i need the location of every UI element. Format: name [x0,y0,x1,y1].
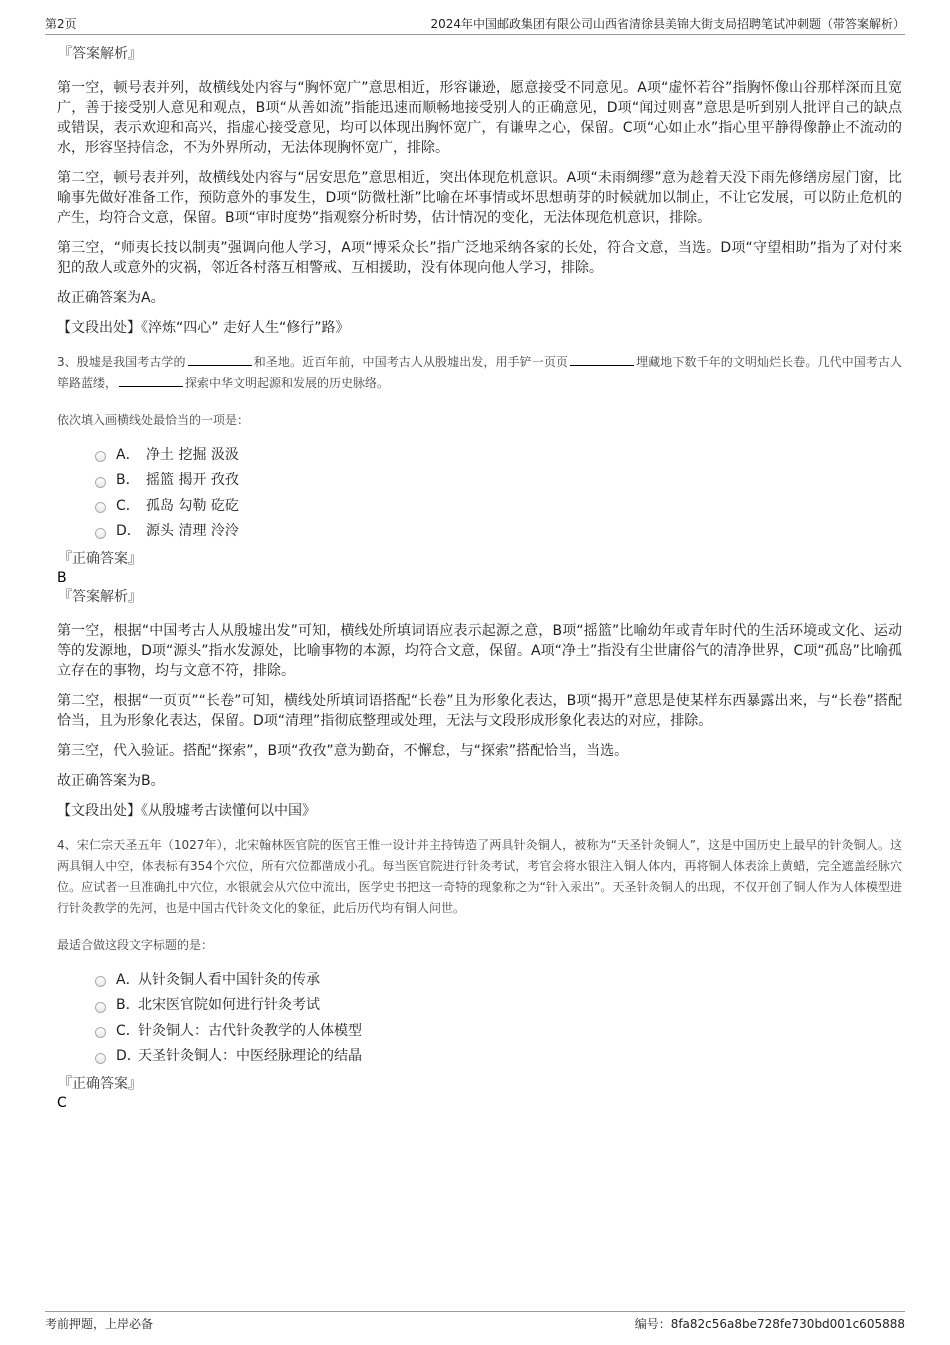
radio-button-icon[interactable] [95,1053,106,1064]
page-content [57,44,902,1112]
radio-button-icon[interactable] [95,477,106,488]
source-citation: 【文段出处】《淬炼“四心” 走好人生“修行”路》 [57,320,350,336]
question-4-options [95,966,902,1068]
correct-answer-label: 『正确答案』 [58,551,142,567]
analysis-label: 『答案解析』 [58,46,142,62]
correct-answer-value: C [57,1095,67,1111]
source-citation: 【文段出处】《从殷墟考古读懂何以中国》 [57,803,316,819]
analysis-paragraph: 第一空，根据“中国考古人从殷墟出发”可知，横线处所填词语应表示起源之意，B项“摇篮”比喻幼年或青年时代的生活环境或文化、运动等的发源地，D项“源头”指水发源处，比喻事物的本源，均符合文意，保留。A项“净土”指没有尘世庸俗气的清净世界，C项“孤岛”比喻孤立存在的事物，均与文意不符，排除。 [57,623,902,679]
document-serial: 编号：8fa82c56a8be728fe730bd001c605888 [634,1317,905,1331]
option-b[interactable]: B． 摇篮 揭开 孜孜 [95,467,902,493]
fill-blank [119,374,183,387]
radio-button-icon[interactable] [95,451,106,462]
analysis-label: 『答案解析』 [58,589,142,605]
radio-button-icon[interactable] [95,502,106,513]
correct-answer-label: 『正确答案』 [58,1076,142,1092]
option-d[interactable]: D． 源头 清理 泠泠 [95,518,902,544]
fill-blank [188,353,252,366]
fill-blank [570,353,634,366]
page-number: 第2页 [45,17,77,31]
question-3-prompt: 依次填入画横线处最恰当的一项是： [57,413,250,427]
question-3-options [95,441,902,543]
question-4-prompt: 最适合做这段文字标题的是： [57,938,214,952]
analysis-paragraph: 第二空，顿号表并列，故横线处内容与“居安思危”意思相近，突出体现危机意识。A项“未雨绸缪”意为趁着天没下雨先修缮房屋门窗，比喻事先做好准备工作，预防意外的事发生，D项“防微杜渐”比喻在坏事情或坏思想萌芽的时候就加以制止，不让它发展，可以防止危机的产生，均符合文意，保留。B项“审时度势”指观察分析时势，估计情况的变化，无法体现危机意识，排除。 [57,170,902,226]
analysis-paragraph: 第二空，根据“一页页”“长卷”可知，横线处所填词语搭配“长卷”且为形象化表达，B项“揭开”意思是使某样东西暴露出来，与“长卷”搭配恰当，且为形象化表达，保留。D项“清理”指彻底整理或处理，无法与文段形成形象化表达的对应，排除。 [57,693,902,729]
analysis-paragraph: 第三空，代入验证。搭配“探索”，B项“孜孜”意为勤奋，不懈怠，与“探索”搭配恰当，当选。 [57,743,629,759]
page-header [45,14,905,35]
page-footer [45,1311,905,1335]
option-c[interactable]: C． 针灸铜人：古代针灸教学的人体模型 [95,1017,902,1043]
answer-conclusion: 故正确答案为A。 [57,290,165,306]
option-d[interactable]: D． 天圣针灸铜人：中医经脉理论的结晶 [95,1043,902,1069]
question-4-stem: 4、宋仁宗天圣五年（1027年），北宋翰林医官院的医官王惟一设计并主持铸造了两具针灸铜人，被称为“天圣针灸铜人”，这是中国历史上最早的针灸铜人。这两具铜人中空，体表标有354个穴位，所有穴位都凿成小孔。每当医官院进行针灸考试，考官会将水银注入铜人体内，再将铜人体表涂上黄蜡，完全遮盖经脉穴位。应试者一旦准确扎中穴位，水银就会从穴位中流出，医学史书把这一奇特的现象称之为“针入汞出”。天圣针灸铜人的出现，不仅开创了铜人作为人体模型进行针灸教学的先河，也是中国古代针灸文化的象征，此后历代均有铜人问世。 [57,838,902,915]
document-title: 2024年中国邮政集团有限公司山西省清徐县美锦大街支局招聘笔试冲刺题（带答案解析） [430,17,905,31]
option-a[interactable]: A． 从针灸铜人看中国针灸的传承 [95,966,902,992]
option-b[interactable]: B． 北宋医官院如何进行针灸考试 [95,992,902,1018]
answer-conclusion: 故正确答案为B。 [57,773,165,789]
radio-button-icon[interactable] [95,976,106,987]
radio-button-icon[interactable] [95,528,106,539]
analysis-paragraph: 第一空，顿号表并列，故横线处内容与“胸怀宽广”意思相近，形容谦逊，愿意接受不同意见。A项“虚怀若谷”指胸怀像山谷那样深而且宽广，善于接受别人意见和观点，B项“从善如流”指能迅速而顺畅地接受别人的正确意见，D项“闻过则喜”意思是听到别人批评自己的缺点或错误，表示欢迎和高兴，指虚心接受意见，均可以体现出胸怀宽广，有谦卑之心，保留。C项“心如止水”指心里平静得像静止不流动的水，形容坚持信念，不为外界所动，无法体现胸怀宽广，排除。 [57,80,902,156]
analysis-paragraph: 第三空，“师夷长技以制夷”强调向他人学习，A项“博采众长”指广泛地采纳各家的长处，符合文意，当选。D项“守望相助”指为了对付来犯的敌人或意外的灾祸，邻近各村落互相警戒、互相援助，没有体现向他人学习，排除。 [57,240,902,276]
question-3-stem: 3、殷墟是我国考古学的 和圣地。近百年前，中国考古人从殷墟出发，用手铲一页页 埋藏地下数千年的文明灿烂长卷。几代中国考古人筚路蓝缕， 探索中华文明起源和发展的历史脉络。 [57,355,902,390]
option-a[interactable]: A． 净土 挖掘 汲汲 [95,441,902,467]
correct-answer-value: B [57,570,67,586]
radio-button-icon[interactable] [95,1002,106,1013]
option-c[interactable]: C． 孤岛 勾勒 矻矻 [95,492,902,518]
radio-button-icon[interactable] [95,1027,106,1038]
footer-slogan: 考前押题，上岸必备 [45,1317,154,1331]
